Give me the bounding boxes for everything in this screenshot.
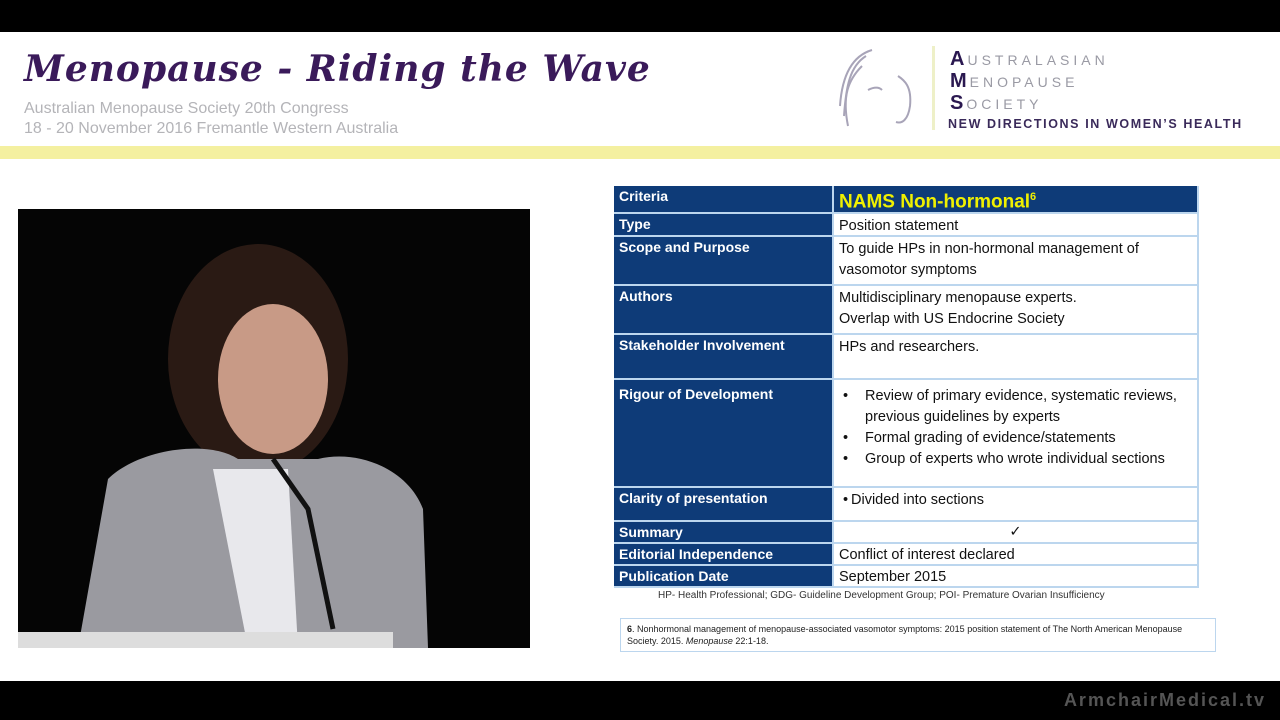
logo-tagline: NEW DIRECTIONS IN WOMEN’S HEALTH: [948, 117, 1243, 131]
row-label: Editorial Independence: [614, 544, 834, 564]
congress-name: Australian Menopause Society 20th Congress: [24, 100, 349, 117]
table-row: [614, 566, 1199, 588]
table-row: [614, 380, 1199, 488]
ams-logo-icon: [832, 46, 922, 130]
check-icon: ✓: [834, 522, 1199, 542]
congress-dates: 18 - 20 November 2016 Fremantle Western Australia: [24, 120, 399, 137]
logo-line-2: MENOPAUSE: [950, 70, 1079, 92]
header-nams: NAMS Non-hormonal$^6$: [834, 186, 1199, 212]
row-label: Clarity of presentation: [614, 488, 834, 520]
reference-box: 6. Nonhormonal management of menopause-associated vasomotor symptoms: 2015 position statement of The North American Menopause Society. 2015. Menopause 22:1-18.: [620, 618, 1216, 652]
row-value: Multidisciplinary menopause experts. Overlap with US Endocrine Society: [834, 286, 1199, 333]
row-label: Scope and Purpose: [614, 237, 834, 284]
row-value: Conflict of interest declared: [834, 544, 1199, 564]
speaker-image: [18, 209, 530, 648]
table-row: [614, 214, 1199, 237]
header-criteria: Criteria: [614, 186, 834, 212]
logo-divider: [932, 46, 935, 130]
row-value: • Review of primary evidence, systematic reviews, previous guidelines by experts • Formal grading of evidence/statements • Group of experts who wrote individual sections: [834, 380, 1199, 486]
row-label: Type: [614, 214, 834, 235]
table-row: [614, 237, 1199, 286]
row-label: Authors: [614, 286, 834, 333]
table-row: [614, 335, 1199, 380]
abbreviations-note: HP- Health Professional; GDG- Guideline Development Group; POI- Premature Ovarian Insufficiency: [658, 590, 1105, 601]
table-row: [614, 522, 1199, 544]
slide-title: Menopause - Riding the Wave: [24, 48, 651, 90]
row-label: Publication Date: [614, 566, 834, 586]
table-row: [614, 544, 1199, 566]
table-header: [614, 186, 1199, 214]
logo-line-3: SOCIETY: [950, 92, 1043, 114]
row-label: Summary: [614, 522, 834, 542]
criteria-table: [614, 186, 1199, 588]
row-value: September 2015: [834, 566, 1199, 586]
row-value: To guide HPs in non-hormonal management of vasomotor symptoms: [834, 237, 1199, 284]
row-value: Position statement: [834, 214, 1199, 235]
speaker-video: [18, 209, 530, 648]
slide: [0, 32, 1280, 681]
watermark: ArmchairMedical.tv: [1063, 690, 1266, 710]
table-row: [614, 286, 1199, 335]
header-band: [0, 146, 1280, 159]
row-label: Rigour of Development: [614, 380, 834, 486]
table-row: [614, 488, 1199, 522]
row-value: HPs and researchers.: [834, 335, 1199, 378]
row-label: Stakeholder Involvement: [614, 335, 834, 378]
row-value: • Divided into sections: [834, 488, 1199, 520]
logo-line-1: AUSTRALASIAN: [950, 48, 1109, 70]
